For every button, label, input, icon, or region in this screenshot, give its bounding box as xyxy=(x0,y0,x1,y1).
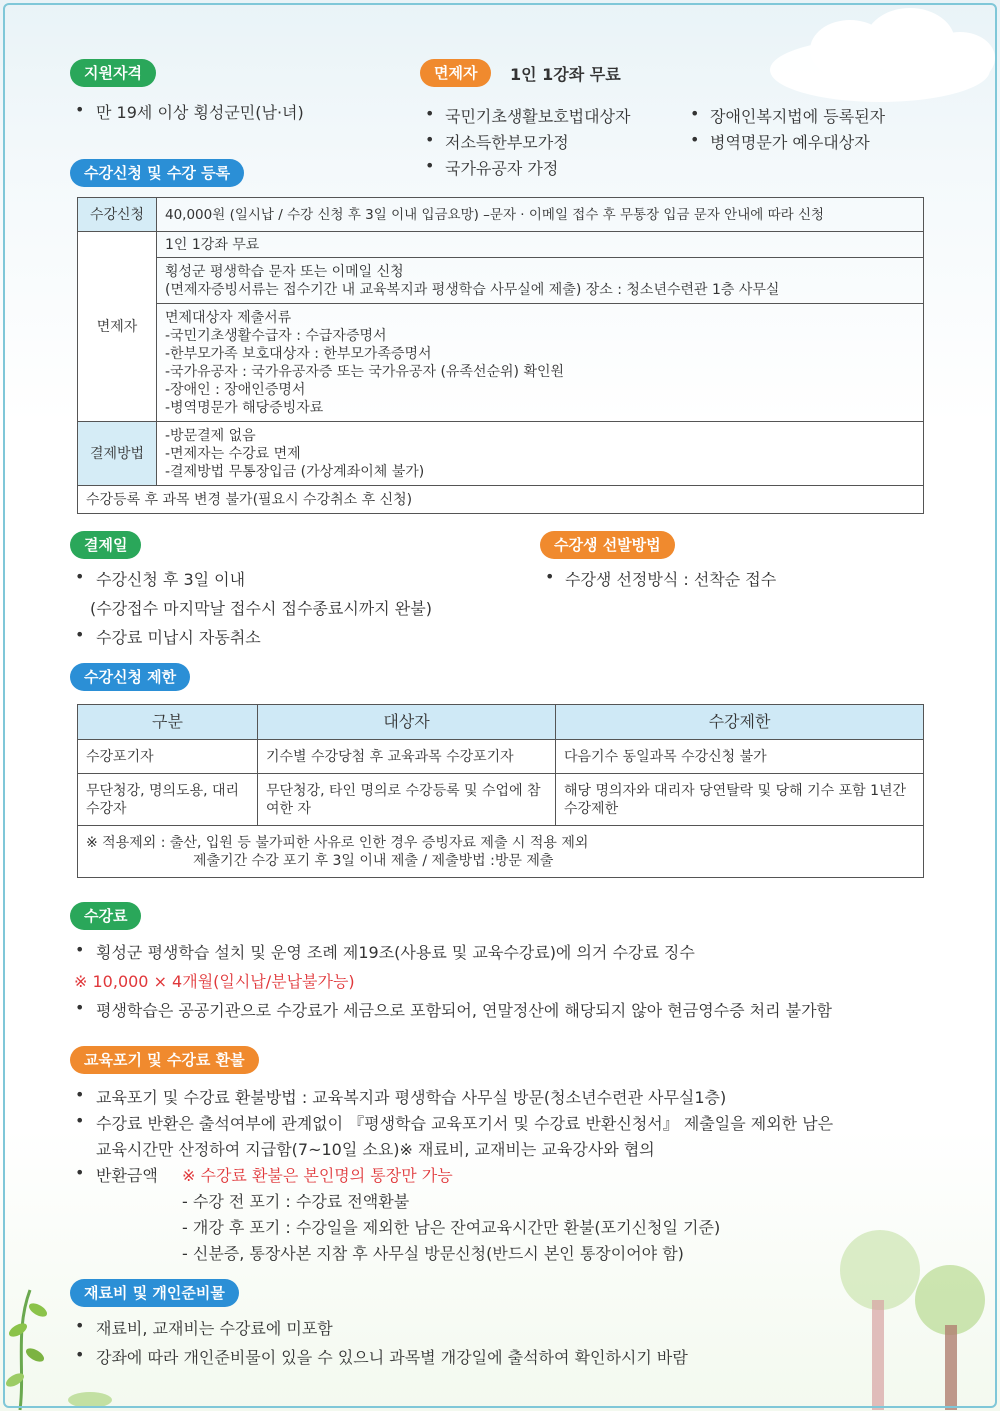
materials-line: 강좌에 따라 개인준비물이 있을 수 있으니 과목별 개강일에 출석하여 확인하시기 바람 xyxy=(96,1348,688,1367)
registration-footer: 수강등록 후 과목 변경 불가(필요시 수강취소 후 신청) xyxy=(78,486,924,514)
bullet-icon: • xyxy=(75,567,85,586)
refund-sub-line: - 수강 전 포기 : 수강료 전액환불 xyxy=(182,1192,410,1211)
exempt-item: 병역명문가 예우대상자 xyxy=(710,133,870,152)
payment-day-badge: 결제일 xyxy=(70,531,141,559)
materials-line: 재료비, 교재비는 수강료에 미포함 xyxy=(96,1319,333,1338)
selection-badge: 수강생 선발방법 xyxy=(540,531,675,559)
restriction-cell: 다음기수 동일과목 수강신청 불가 xyxy=(556,740,924,774)
registration-head-apply: 수강신청 xyxy=(78,198,157,232)
bullet-icon: • xyxy=(425,130,435,149)
refund-amount-label: 반환금액 xyxy=(96,1166,158,1185)
refund-line: 수강료 반환은 출석여부에 관계없이 『평생학습 교육포기서 및 수강료 반환신청서』 제출일을 제외한 남은 xyxy=(96,1114,834,1133)
registration-apply-text: 40,000원 (일시납 / 수강 신청 후 3일 이내 입금요망) –문자 · 이메일 접수 후 무통장 입금 문자 안내에 따라 신청 xyxy=(157,198,924,232)
restriction-cell: 무단청강, 명의도용, 대리수강자 xyxy=(78,774,258,826)
bullet-icon: • xyxy=(690,130,700,149)
bullet-icon: • xyxy=(425,104,435,123)
restriction-cell: 기수별 수강당첨 후 교육과목 수강포기자 xyxy=(258,740,556,774)
restriction-cell: 해당 명의자와 대리자 당연탈락 및 당해 기수 포함 1년간 수강제한 xyxy=(556,774,924,826)
payment-day-line: (수강접수 마지막날 접수시 접수종료시까지 완불) xyxy=(90,599,432,618)
bullet-icon: • xyxy=(75,1345,85,1364)
tree-decoration-right xyxy=(800,1210,1000,1411)
exempt-doc-line: 면제대상자 제출서류 xyxy=(165,309,292,326)
restriction-cell: 무단청강, 타인 명의로 수강등록 및 수업에 참여한 자 xyxy=(258,774,556,826)
bullet-icon: • xyxy=(75,1085,85,1104)
registration-exempt-apply-line: 횡성군 평생학습 문자 또는 이메일 신청 xyxy=(165,263,404,280)
restriction-cell: 수강포기자 xyxy=(78,740,258,774)
restriction-badge: 수강신청 제한 xyxy=(70,663,190,691)
bullet-icon: • xyxy=(75,940,85,959)
restriction-header: 구분 xyxy=(78,705,258,740)
bullet-icon: • xyxy=(75,625,85,644)
refund-line: 교육시간만 산정하여 지급함(7~10일 소요)※ 재료비, 교재비는 교육강사와 협의 xyxy=(96,1140,655,1159)
restriction-header: 대상자 xyxy=(258,705,556,740)
registration-head-payment: 결제방법 xyxy=(78,422,157,486)
registration-payment-text xyxy=(157,422,924,486)
bullet-icon: • xyxy=(75,1316,85,1335)
refund-line: 교육포기 및 수강료 환불방법 : 교육복지과 평생학습 사무실 방문(청소년수련관 사무실1층) xyxy=(96,1088,727,1107)
registration-table xyxy=(77,197,924,514)
restriction-note-line: 제출기간 수강 포기 후 3일 이내 제출 / 제출방법 :방문 제출 xyxy=(193,852,554,869)
bullet-icon: • xyxy=(75,100,85,119)
exempt-item: 국민기초생활보호법대상자 xyxy=(445,107,631,126)
table-row xyxy=(78,774,924,826)
refund-sub-line: - 개강 후 포기 : 수강일을 제외한 남은 잔여교육시간만 환불(포기신청일 기준) xyxy=(182,1218,721,1237)
refund-badge: 교육포기 및 수강료 환불 xyxy=(70,1046,259,1074)
cloud-decoration xyxy=(760,0,1000,110)
payment-line: -방문결제 없음 xyxy=(165,427,256,444)
refund-notice: ※ 수강료 환불은 본인명의 통장만 가능 xyxy=(182,1166,453,1185)
selection-line: 수강생 선정방식 : 선착순 접수 xyxy=(565,570,777,589)
exempt-subtitle: 1인 1강좌 무료 xyxy=(510,65,621,84)
exempt-doc-line: -국민기초생활수급자 : 수급자증명서 xyxy=(165,327,387,344)
exempt-doc-line: -한부모가족 보호대상자 : 한부모가족증명서 xyxy=(165,345,432,362)
exempt-doc-line: -국가유공자 : 국가유공자증 또는 국가유공자 (유족선순위) 확인원 xyxy=(165,363,565,380)
fee-line: 횡성군 평생학습 설치 및 운영 조례 제19조(사용료 및 교육수강료)에 의거 수강료 징수 xyxy=(96,943,695,962)
registration-exempt-free: 1인 1강좌 무료 xyxy=(157,232,924,258)
bullet-icon: • xyxy=(545,567,555,586)
registration-exempt-apply-line: (면제자증빙서류는 접수기간 내 교육복지과 평생학습 사무실에 제출) 장소 : 청소년수련관 1층 사무실 xyxy=(165,281,780,298)
fee-line: 평생학습은 공공기관으로 수강료가 세금으로 포함되어, 연말정산에 해당되지 않아 현금영수증 처리 불가함 xyxy=(96,1001,833,1020)
restriction-header: 수강제한 xyxy=(556,705,924,740)
registration-exempt-apply xyxy=(157,258,924,304)
exempt-item: 국가유공자 가정 xyxy=(445,159,559,178)
bullet-icon: • xyxy=(75,998,85,1017)
payment-day-line: 수강료 미납시 자동취소 xyxy=(96,628,261,647)
table-row xyxy=(78,740,924,774)
registration-head-exempt: 면제자 xyxy=(78,232,157,422)
payment-day-line: 수강신청 후 3일 이내 xyxy=(96,570,246,589)
materials-badge: 재료비 및 개인준비물 xyxy=(70,1279,239,1307)
exempt-item: 저소득한부모가정 xyxy=(445,133,569,152)
qualification-badge: 지원자격 xyxy=(70,59,156,87)
restriction-table xyxy=(77,704,924,878)
bullet-icon: • xyxy=(75,1111,85,1130)
registration-exempt-docs xyxy=(157,304,924,422)
exempt-doc-line: -장애인 : 장애인증명서 xyxy=(165,381,306,398)
qualification-item: 만 19세 이상 횡성군민(남·녀) xyxy=(96,103,304,122)
fee-price-line: ※ 10,000 × 4개월(일시납/분납불가능) xyxy=(74,972,355,991)
bullet-icon: • xyxy=(690,104,700,123)
registration-badge: 수강신청 및 수강 등록 xyxy=(70,159,244,187)
fee-badge: 수강료 xyxy=(70,902,141,930)
restriction-note-line: ※ 적용제외 : 출산, 입원 등 불가피한 사유로 인한 경우 증빙자료 제출 시 적용 제외 xyxy=(86,834,589,851)
payment-line: -결제방법 무통장입금 (가상계좌이체 불가) xyxy=(165,463,425,480)
exempt-badge: 면제자 xyxy=(420,59,491,87)
exempt-item: 장애인복지법에 등록된자 xyxy=(710,107,886,126)
bullet-icon: • xyxy=(425,156,435,175)
exempt-doc-line: -병역명문가 해당증빙자료 xyxy=(165,399,324,416)
restriction-note xyxy=(78,826,924,878)
refund-sub-line: - 신분증, 통장사본 지참 후 사무실 방문신청(반드시 본인 통장이어야 함) xyxy=(182,1244,684,1263)
bullet-icon: • xyxy=(75,1163,85,1182)
payment-line: -면제자는 수강료 면제 xyxy=(165,445,301,462)
